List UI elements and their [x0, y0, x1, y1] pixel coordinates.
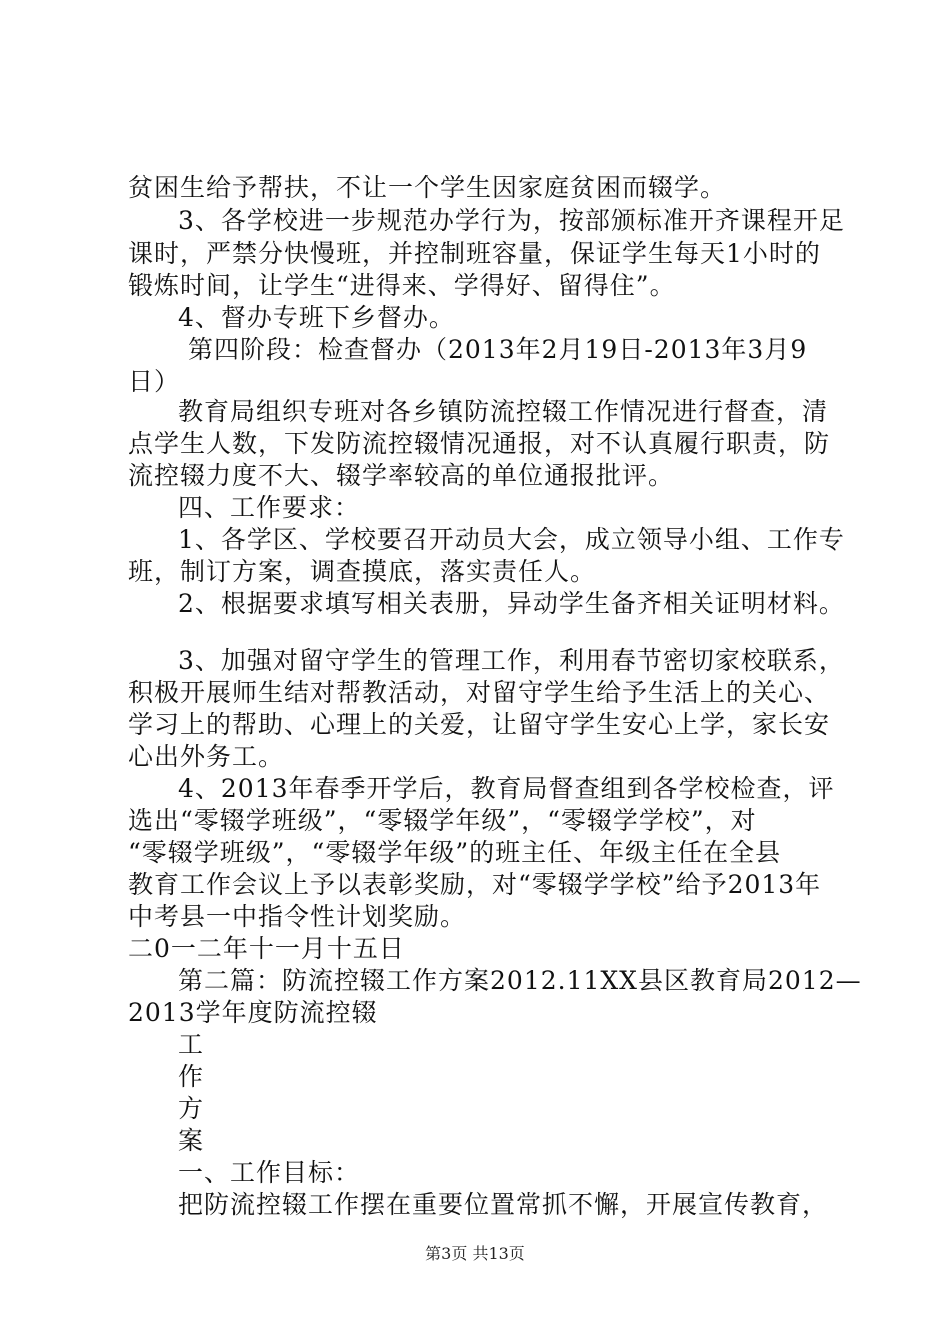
text-line: 2、根据要求填写相关表册，异动学生备齐相关证明材料。	[178, 589, 845, 618]
text-line: 方	[178, 1094, 205, 1123]
text-line: 课时，严禁分快慢班，并控制班容量，保证学生每天1小时的	[128, 239, 821, 268]
text-line: 案	[178, 1126, 205, 1155]
text-line: 3、加强对留守学生的管理工作，利用春节密切家校联系，	[178, 646, 845, 675]
text-line: 学习上的帮助、心理上的关爱，让留守学生安心上学，家长安	[128, 710, 831, 739]
section-heading: 一、工作目标：	[178, 1158, 361, 1187]
text-line: 3、各学校进一步规范办学行为，按部颁标准开齐课程开足	[178, 206, 845, 235]
text-line: 流控辍力度不大、辍学率较高的单位通报批评。	[128, 461, 675, 490]
text-line: 1、各学区、学校要召开动员大会，成立领导小组、工作专	[178, 525, 845, 554]
section-heading: 第二篇：防流控辍工作方案2012.11XX县区教育局2012—	[178, 966, 862, 995]
text-line: 积极开展师生结对帮教活动，对留守学生给予生活上的关心、	[128, 678, 831, 707]
text-line: 心出外务工。	[128, 742, 285, 771]
text-line: 点学生人数，下发防流控辍情况通报，对不认真履行职责，防	[128, 429, 831, 458]
text-line: 锻炼时间，让学生“进得来、学得好、留得住”。	[128, 271, 676, 300]
section-heading: 四、工作要求：	[178, 493, 361, 522]
text-line: 作	[178, 1062, 205, 1091]
text-line: 日）	[128, 367, 181, 396]
text-line: 中考县一中指令性计划奖励。	[128, 902, 467, 931]
text-line: 教育局组织专班对各乡镇防流控辍工作情况进行督查，清	[178, 397, 829, 426]
text-line: 4、督办专班下乡督办。	[178, 303, 455, 332]
text-line: 选出“零辍学班级”，“零辍学年级”，“零辍学学校”，对	[128, 806, 757, 835]
text-line: 4、2013年春季开学后，教育局督查组到各学校检查，评	[178, 774, 835, 803]
text-line: 把防流控辍工作摆在重要位置常抓不懈，开展宣传教育，	[178, 1190, 829, 1219]
text-line: 班，制订方案，调查摸底，落实责任人。	[128, 557, 597, 586]
text-line: 教育工作会议上予以表彰奖励，对“零辍学学校”给予2013年	[128, 870, 822, 899]
section-heading: 第四阶段：检查督办（2013年2月19日-2013年3月9	[188, 335, 808, 364]
page-footer: 第3页 共13页	[425, 1244, 525, 1263]
text-line: 工	[178, 1030, 205, 1059]
date-line: 二0一二年十一月十五日	[128, 934, 405, 963]
text-line: 贫困生给予帮扶，不让一个学生因家庭贫困而辍学。	[128, 173, 727, 202]
text-line: “零辍学班级”，“零辍学年级”的班主任、年级主任在全县	[128, 838, 782, 867]
text-line: 2013学年度防流控辍	[128, 998, 378, 1027]
